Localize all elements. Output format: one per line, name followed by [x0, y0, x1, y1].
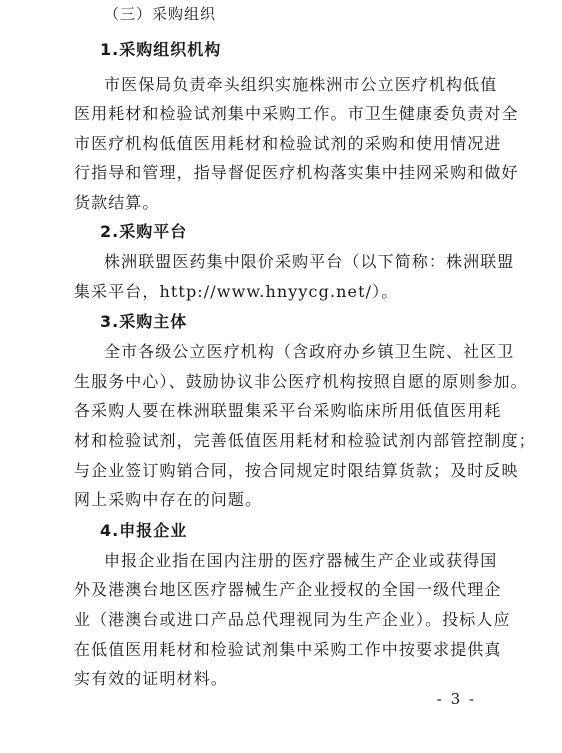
- heading-procurement-subject: 3.采购主体: [100, 312, 188, 331]
- paragraph-line: 医用耗材和检验试剂集中采购工作。市卫生健康委负责对全: [74, 104, 519, 123]
- paragraph-line: 株洲联盟医药集中限价采购平台（以下简称：株洲联盟: [104, 252, 515, 271]
- paragraph-line: 各采购人要在株洲联盟集采平台采购临床所用低值医用耗: [74, 401, 502, 420]
- paragraph-line: 业（港澳台或进口产品总代理视同为生产企业）。投标人应: [74, 610, 511, 629]
- heading-procurement-organization: 1.采购组织机构: [100, 40, 222, 59]
- page-number: - 3 -: [436, 690, 476, 708]
- paragraph-line: 集采平台，http://www.hnyycg.net/）。: [74, 282, 399, 301]
- paragraph-line: 材和检验试剂，完善低值医用耗材和检验试剂内部管控制度；: [74, 431, 536, 450]
- paragraph-line: 实有效的证明材料。: [74, 669, 228, 688]
- paragraph-line: 市医疗机构低值医用耗材和检验试剂的采购和使用情况进: [74, 134, 502, 153]
- section-heading: （三）采购组织: [104, 5, 217, 23]
- paragraph-line: 网上采购中存在的问题。: [74, 490, 263, 509]
- paragraph-line: 市医保局负责牵头组织实施株洲市公立医疗机构低值: [104, 75, 498, 94]
- paragraph-line: 与企业签订购销合同，按合同规定时限结算货款；及时反映: [74, 461, 519, 480]
- paragraph-line: 全市各级公立医疗机构（含政府办乡镇卫生院、社区卫: [104, 342, 515, 361]
- heading-applicant-enterprise: 4.申报企业: [100, 521, 188, 540]
- paragraph-line: 外及港澳台地区医疗器械生产企业授权的全国一级代理企: [74, 580, 502, 599]
- paragraph-line: 在低值医用耗材和检验试剂集中采购工作中按要求提供真: [74, 640, 502, 659]
- paragraph-line: 生服务中心）、鼓励协议非公医疗机构按照自愿的原则参加。: [74, 372, 528, 391]
- paragraph-line: 货款结算。: [74, 193, 160, 212]
- paragraph-line: 行指导和管理，指导督促医疗机构落实集中挂网采购和做好: [74, 163, 519, 182]
- heading-procurement-platform: 2.采购平台: [100, 222, 188, 241]
- paragraph-line: 申报企业指在国内注册的医疗器械生产企业或获得国: [104, 551, 498, 570]
